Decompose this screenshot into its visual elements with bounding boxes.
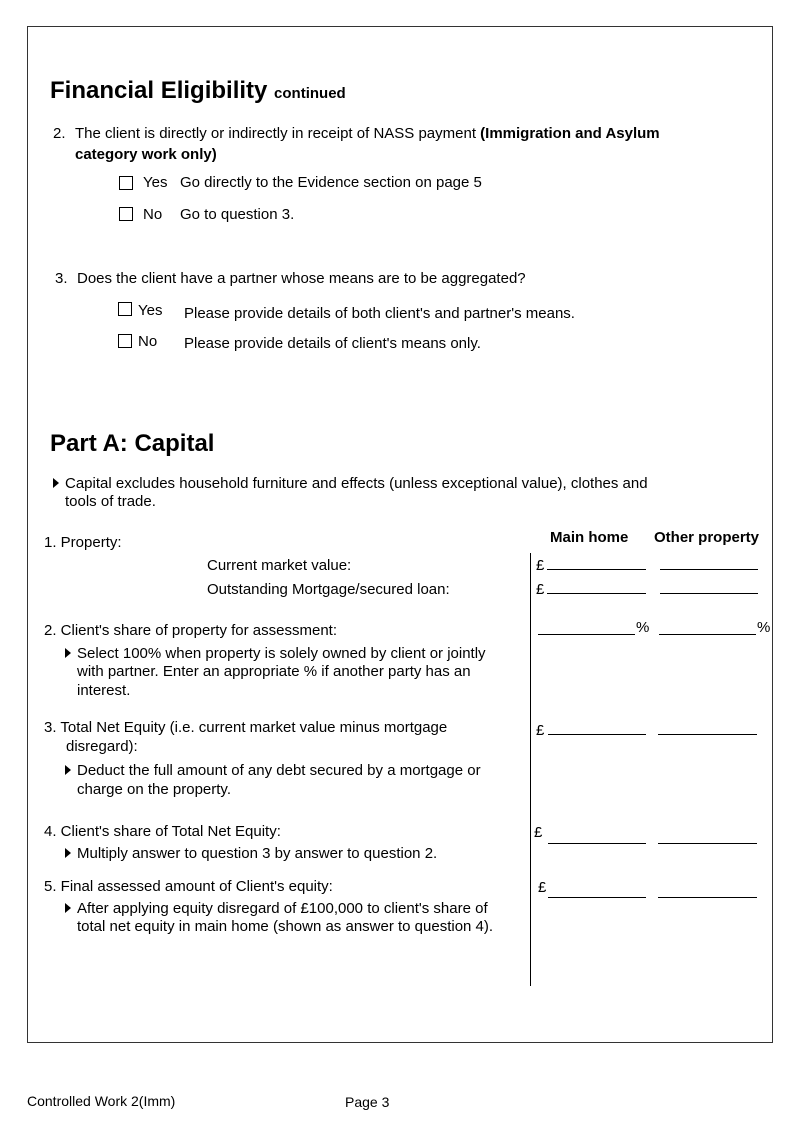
q2-text — [75, 125, 660, 142]
q2-no-note: Go to question 3. — [180, 206, 295, 223]
part-a-intro-line1: Capital excludes household furniture and effects (unless exceptional value), clothes and — [65, 475, 648, 492]
final-equity-main-field[interactable] — [548, 897, 646, 898]
mortgage-main-field[interactable] — [547, 593, 646, 594]
share-main-field[interactable] — [538, 634, 635, 635]
capital-q2-note-line1: Select 100% when property is solely owned by client or jointly — [77, 645, 486, 662]
client-share-main-field[interactable] — [548, 843, 646, 844]
q3-no-checkbox[interactable] — [118, 334, 132, 348]
column-header-main-home: Main home — [550, 529, 629, 546]
q3-no-label: No — [138, 333, 158, 350]
capital-q4-note — [65, 845, 437, 863]
currency-symbol: £ — [536, 557, 545, 574]
final-equity-other-field[interactable] — [658, 897, 757, 898]
bullet-arrow-icon — [65, 648, 71, 658]
mortgage-other-field[interactable] — [660, 593, 758, 594]
percent-symbol: % — [757, 619, 771, 636]
q3-yes-label: Yes — [138, 302, 163, 319]
market-value-main-field[interactable] — [547, 569, 646, 570]
q2-no-label: No — [143, 206, 163, 223]
capital-q3-note-line1: Deduct the full amount of any debt secured by a mortgage or — [77, 762, 481, 779]
bullet-arrow-icon — [65, 903, 71, 913]
q2-text-bold: (Immigration and Asylum — [480, 125, 660, 142]
capital-q3-note — [65, 762, 481, 780]
net-equity-other-field[interactable] — [658, 734, 757, 735]
capital-q4-note-text: Multiply answer to question 3 by answer to question 2. — [77, 845, 438, 862]
mortgage-label: Outstanding Mortgage/secured loan: — [207, 581, 450, 598]
capital-q2-note — [65, 645, 486, 663]
bullet-arrow-icon — [53, 478, 59, 488]
currency-symbol: £ — [536, 581, 545, 598]
q2-number: 2. — [53, 125, 66, 142]
client-share-other-field[interactable] — [658, 843, 757, 844]
footer-form-name: Controlled Work 2(Imm) — [27, 1093, 176, 1109]
q2-text-line2: category work only) — [75, 146, 217, 163]
current-market-value-label: Current market value: — [207, 557, 352, 574]
capital-q2-note-line3: interest. — [77, 682, 131, 699]
column-header-other-property: Other property — [654, 529, 760, 546]
bullet-arrow-icon — [65, 765, 71, 775]
q3-yes-note: Please provide details of both client's and partner's means. — [184, 305, 575, 322]
capital-q1-label: 1. Property: — [44, 534, 122, 551]
q3-yes-checkbox[interactable] — [118, 302, 132, 316]
capital-q4-label: 4. Client's share of Total Net Equity: — [44, 823, 281, 840]
capital-q2-note-line2: with partner. Enter an appropriate % if another party has an — [77, 663, 471, 680]
capital-q3-note-line2: charge on the property. — [77, 781, 231, 798]
q3-text: Does the client have a partner whose means are to be aggregated? — [77, 270, 526, 287]
currency-symbol: £ — [534, 824, 543, 841]
currency-symbol: £ — [538, 879, 547, 896]
capital-q5-note — [65, 900, 488, 918]
capital-q5-label: 5. Final assessed amount of Client's equity: — [44, 878, 333, 895]
section-title-suffix: continued — [274, 85, 346, 102]
section-title — [50, 77, 346, 105]
share-other-field[interactable] — [659, 634, 756, 635]
percent-symbol: % — [636, 619, 650, 636]
footer-page-number: Page 3 — [345, 1094, 390, 1110]
part-a-intro-line2: tools of trade. — [65, 493, 156, 510]
q3-number: 3. — [55, 270, 68, 287]
net-equity-main-field[interactable] — [548, 734, 646, 735]
q2-no-checkbox[interactable] — [119, 207, 133, 221]
q3-no-note: Please provide details of client's means only. — [184, 335, 481, 352]
part-a-intro — [53, 475, 648, 493]
part-a-title: Part A: Capital — [50, 430, 215, 457]
market-value-other-field[interactable] — [660, 569, 758, 570]
column-divider — [530, 553, 531, 986]
capital-q5-note-line2: total net equity in main home (shown as answer to question 4). — [77, 918, 494, 935]
capital-q2-label: 2. Client's share of property for assessment: — [44, 622, 337, 639]
q2-text-main: The client is directly or indirectly in receipt of NASS payment — [75, 125, 476, 142]
q2-yes-label: Yes — [143, 174, 168, 191]
q2-yes-checkbox[interactable] — [119, 176, 133, 190]
q2-yes-note: Go directly to the Evidence section on page 5 — [180, 174, 482, 191]
bullet-arrow-icon — [65, 848, 71, 858]
capital-q3-label-line2: disregard): — [66, 738, 138, 755]
currency-symbol: £ — [536, 722, 545, 739]
capital-q3-label-line1: 3. Total Net Equity (i.e. current market value minus mortgage — [44, 719, 448, 736]
capital-q5-note-line1: After applying equity disregard of £100,000 to client's share of — [77, 900, 488, 917]
section-title-text: Financial Eligibility — [50, 77, 268, 104]
